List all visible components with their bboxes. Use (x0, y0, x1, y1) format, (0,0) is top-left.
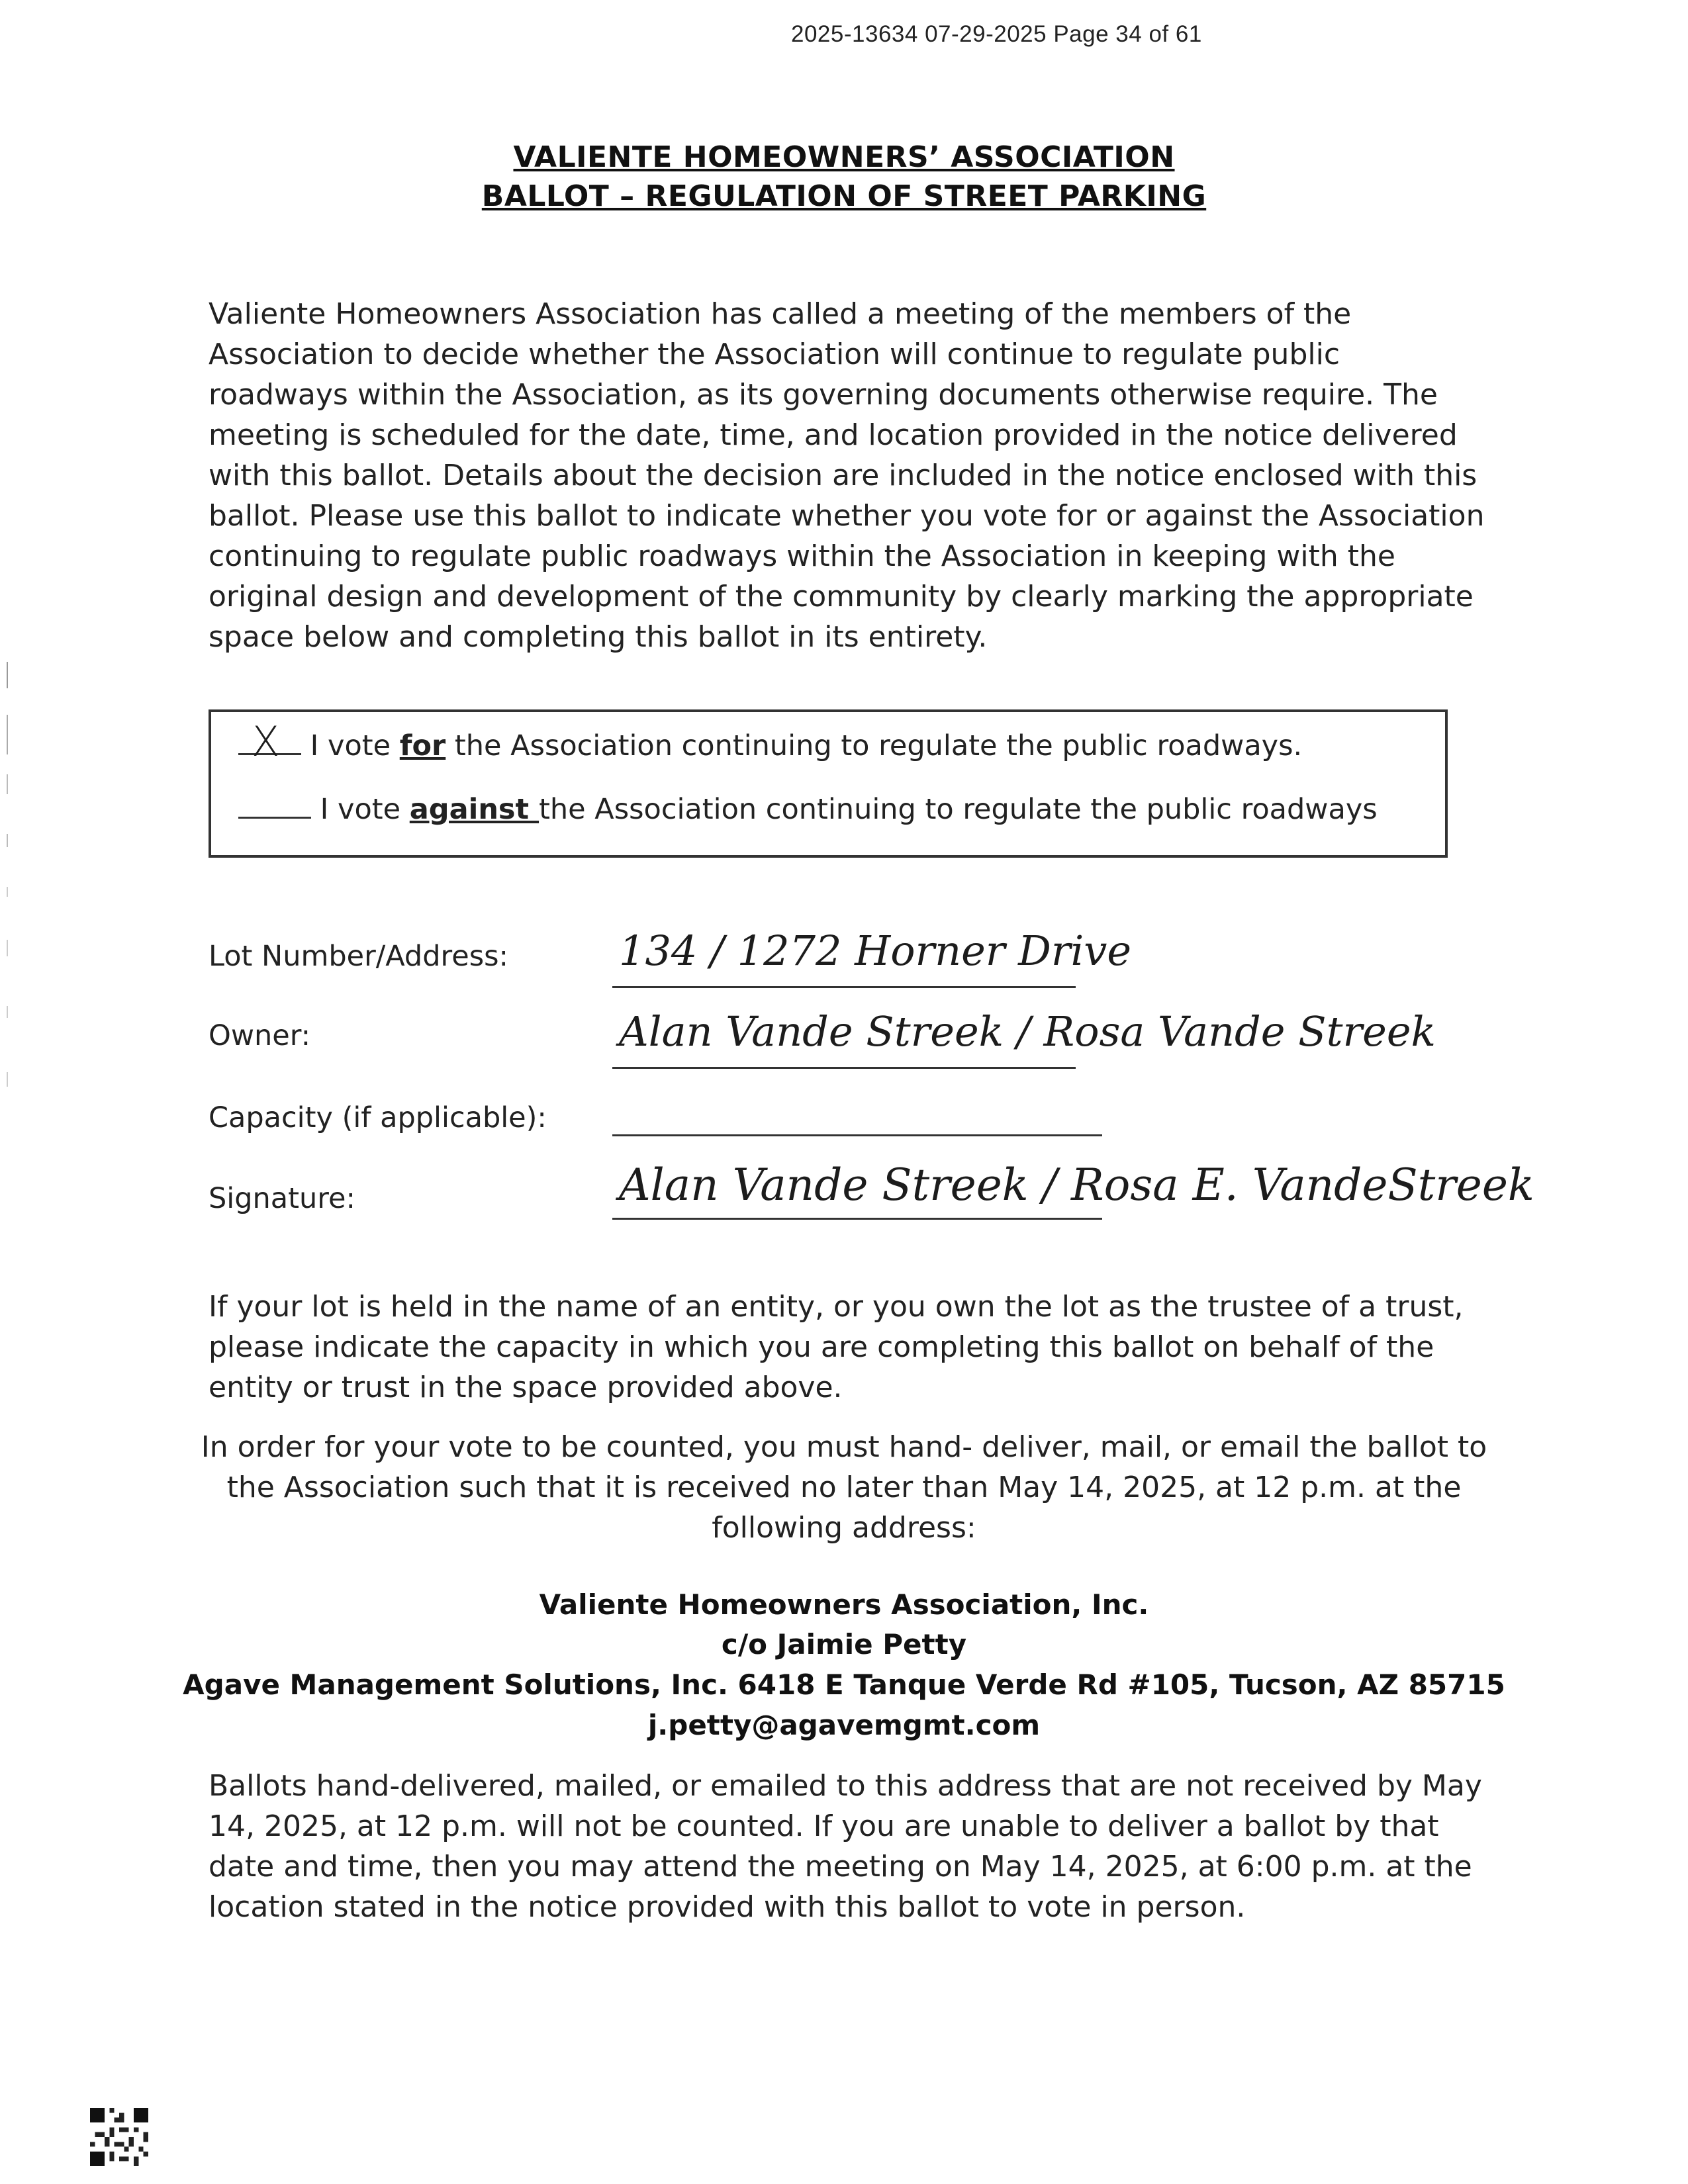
delivery-line: the Association such that it is received no later than May 14, 2025, at 12 p.m. at the (226, 1471, 1462, 1504)
vote-for-option[interactable] (238, 717, 1303, 766)
page-stamp: 2025-13634 07-29-2025 Page 34 of 61 (791, 21, 1202, 47)
vote-for-prefix: I vote (310, 729, 400, 762)
closing-line: 14, 2025, at 12 p.m. will not be counted. If you are unable to deliver a ballot by that (209, 1809, 1439, 1843)
vote-for-mark: X (252, 717, 280, 766)
address-association: Valiente Homeowners Association, Inc. (539, 1588, 1149, 1621)
vote-against-option[interactable] (238, 790, 1378, 826)
vote-against-prefix: I vote (320, 793, 410, 826)
owner-line (612, 1067, 1076, 1069)
closing-line: date and time, then you may attend the meeting on May 14, 2025, at 6:00 p.m. at the (209, 1850, 1472, 1884)
intro-line: roadways within the Association, as its governing documents otherwise require. The (209, 378, 1438, 412)
capacity-line (612, 1134, 1102, 1136)
entity-note-line: please indicate the capacity in which you are completing this ballot on behalf of the (209, 1330, 1434, 1364)
document-title: VALIENTE HOMEOWNERS’ ASSOCIATION (513, 140, 1175, 174)
delivery-line: following address: (712, 1511, 976, 1545)
vote-against-text: the Association continuing to regulate the public roadways (539, 793, 1378, 826)
delivery-line: In order for your vote to be counted, you must hand- deliver, mail, or email the ballot to (201, 1430, 1487, 1464)
intro-line: with this ballot. Details about the decision are included in the notice enclosed with this (209, 459, 1477, 492)
intro-line: original design and development of the community by clearly marking the appropriate (209, 580, 1474, 614)
intro-line: space below and completing this ballot in its entirety. (209, 620, 988, 654)
address-care-of: c/o Jaimie Petty (721, 1628, 967, 1661)
intro-line: Valiente Homeowners Association has called a meeting of the members of the (209, 297, 1352, 331)
delivery-instructions (0, 1427, 1688, 1548)
intro-paragraph (209, 294, 1499, 657)
scan-edge-marks (5, 662, 9, 1125)
signature-label: Signature: (209, 1182, 355, 1215)
address-email[interactable]: j.petty@agavemgmt.com (647, 1709, 1041, 1741)
qr-code-icon (88, 2108, 150, 2166)
signature-line (612, 1218, 1102, 1220)
entity-note-line: If your lot is held in the name of an entity, or you own the lot as the trustee of a trust, (209, 1290, 1464, 1324)
closing-line: Ballots hand-delivered, mailed, or emailed to this address that are not received by May (209, 1769, 1482, 1803)
address-street: Agave Management Solutions, Inc. 6418 E Tanque Verde Rd #105, Tucson, AZ 85715 (183, 1668, 1505, 1701)
vote-against-checkbox[interactable] (238, 790, 311, 819)
intro-line: ballot. Please use this ballot to indicate whether you vote for or against the Association (209, 499, 1485, 533)
entity-note (209, 1287, 1499, 1408)
owner-label: Owner: (209, 1019, 311, 1052)
intro-line: meeting is scheduled for the date, time, and location provided in the notice delivered (209, 418, 1458, 452)
vote-against-keyword: against (409, 793, 539, 826)
owner-value[interactable]: Alan Vande Streek / Rosa Vande Streek (619, 1007, 1436, 1056)
vote-for-keyword: for (399, 729, 446, 762)
capacity-label: Capacity (if applicable): (209, 1101, 547, 1134)
lot-line (612, 986, 1076, 988)
entity-note-line: entity or trust in the space provided above. (209, 1371, 843, 1404)
intro-line: continuing to regulate public roadways within the Association in keeping with the (209, 539, 1395, 573)
vote-for-checkbox[interactable] (238, 717, 301, 766)
closing-paragraph (209, 1766, 1499, 1927)
lot-label: Lot Number/Address: (209, 940, 508, 973)
signature-value[interactable]: Alan Vande Streek / Rosa E. VandeStreek (619, 1160, 1534, 1210)
intro-line: Association to decide whether the Association will continue to regulate public (209, 338, 1340, 371)
document-subtitle: BALLOT – REGULATION OF STREET PARKING (481, 179, 1207, 213)
closing-line: location stated in the notice provided with this ballot to vote in person. (209, 1890, 1246, 1924)
vote-for-text: the Association continuing to regulate the public roadways. (445, 729, 1303, 762)
lot-value[interactable]: 134 / 1272 Horner Drive (619, 927, 1132, 975)
